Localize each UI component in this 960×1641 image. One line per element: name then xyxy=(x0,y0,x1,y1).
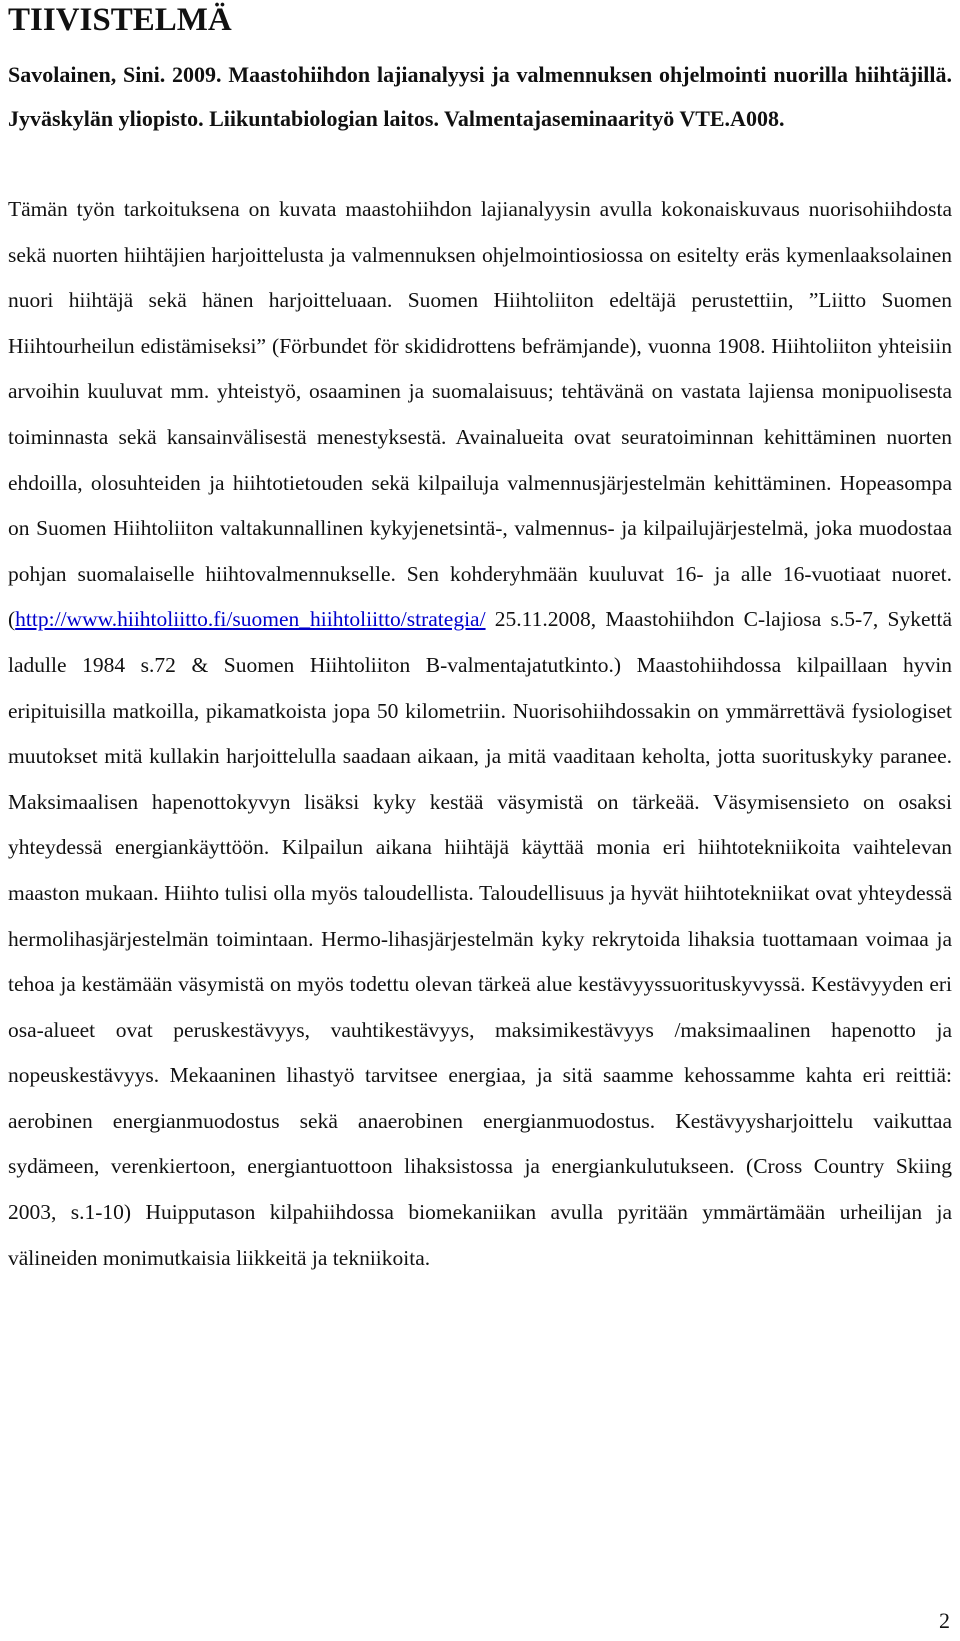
page-number: 2 xyxy=(939,1608,950,1633)
abstract-text-part-2: 25.11.2008, Maastohiihdon C-lajiosa s.5-7, Sykettä ladulle 1984 s.72 & Suomen Hiihtoliiton B-valmentajatutkinto.) Maastohiihdossa kilpaillaan hyvin eripituisilla matkoilla, pikamatkoista jopa 50 kilometriin. Nuorisohiihdossakin on ymmärrettävä fysiologiset muutokset mitä kullakin harjoittelulla saadaan aikaan, ja mitä vaaditaan keholta, jotta suorituskyky paranee. Maksimaalisen hapenottokyvyn lisäksi kyky kestää väsymistä on tärkeää. Väsymisensieto on osaksi yhteydessä energiankäyttöön. Kilpailun aikana hiihtäjä käyttää monia eri hiihtotekniikoita vaihtelevan maaston mukaan. Hiihto tulisi olla myös taloudellista. Taloudellisuus ja hyvät hiihtotekniikat ovat yhteydessä hermolihasjärjestelmän toimintaan. Hermo-lihasjärjestelmän kyky rekrytoida lihaksia tuottamaan voimaa ja tehoa ja kestämään väsymistä on myös todettu olevan tärkeä alue kestävyyssuorituskyvyssä. Kestävyyden eri osa-alueet ovat peruskestävyys, vauhtikestävyys, maksimikestävyys /maksimaalinen hapenotto ja nopeuskestävyys. Mekaaninen lihastyö tarvitsee energiaa, ja sitä saamme kehossamme kahta eri reittiä: aerobinen energianmuodostus sekä anaerobinen energianmuodostus. Kestävyysharjoittelu vaikuttaa sydämeen, verenkiertoon, energiantuottoon lihaksistossa ja energiankulutukseen. (Cross Country Skiing 2003, s.1-10) Huipputason kilpahiihdossa biomekaniikan avulla pyritään ymmärtämään urheilijan ja välineiden monimutkaisia liikkeitä ja tekniikoita. xyxy=(8,607,952,1270)
abstract-text-part-1: Tämän työn tarkoituksena on kuvata maastohiihdon lajianalyysin avulla kokonaiskuvaus nuorisohiihdosta sekä nuorten hiihtäjien harjoittelusta ja valmennuksen ohjelmointiosiossa on esitelty eräs kymenlaaksolainen nuori hiihtäjä sekä hänen harjoitteluaan. Suomen Hiihtoliiton edeltäjä perustettiin, ”Liitto Suomen Hiihtourheilun edistämiseksi” (Förbundet för skididrottens befrämjande), vuonna 1908. Hiihtoliiton yhteisiin arvoihin kuuluvat mm. yhteistyö, osaaminen ja suomalaisuus; tehtävänä on vastata lajiensa monipuolisesta toiminnasta sekä kansainvälisestä menestyksestä. Avainalueita ovat seuratoiminnan kehittäminen nuorten ehdoilla, olosuhteiden ja hiihtotietouden sekä kilpailuja valmennusjärjestelmän kehittäminen. Hopeasompa on Suomen Hiihtoliiton valtakunnallinen kykyjenetsintä-, valmennus- ja kilpailujärjestelmä, joka muodostaa pohjan suomalaiselle hiihtovalmennukselle. Sen kohderyhmään kuuluvat 16- ja alle 16-vuotiaat nuoret. ( xyxy=(8,197,952,632)
strategy-link[interactable]: http://www.hiihtoliitto.fi/suomen_hiihtoliitto/strategia/ xyxy=(15,607,486,632)
page-heading: TIIVISTELMÄ xyxy=(8,2,232,38)
abstract-body xyxy=(8,187,952,1281)
citation-block: Savolainen, Sini. 2009. Maastohiihdon lajianalyysi ja valmennuksen ohjelmointi nuorilla hiihtäjillä. Jyväskylän yliopisto. Liikuntabiologian laitos. Valmentajaseminaarityö VTE.A008. xyxy=(8,62,952,131)
